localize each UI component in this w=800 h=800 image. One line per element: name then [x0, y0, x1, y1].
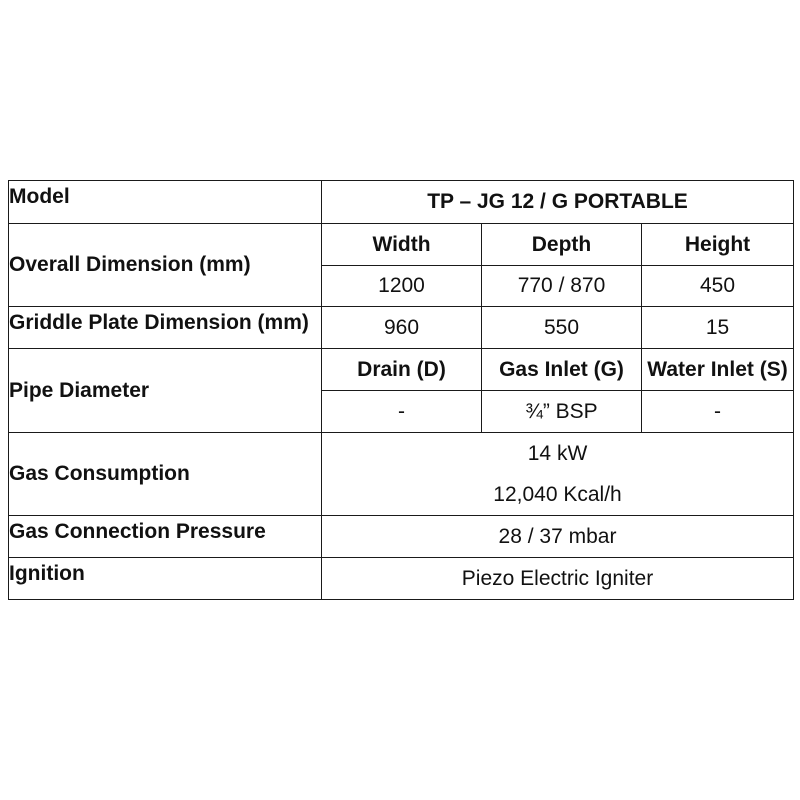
model-value: TP – JG 12 / G PORTABLE	[322, 181, 794, 224]
width-header: Width	[322, 224, 482, 266]
gas-consumption-kcal: 12,040 Kcal/h	[493, 483, 622, 506]
gas-consumption-label: Gas Consumption	[9, 433, 322, 516]
drain-value: -	[322, 391, 482, 433]
width-value: 1200	[322, 266, 482, 307]
row-overall-dimension-header	[9, 224, 794, 266]
spec-table	[8, 180, 794, 600]
row-gas-consumption	[9, 433, 794, 516]
griddle-height-value: 15	[642, 307, 794, 349]
griddle-depth-value: 550	[482, 307, 642, 349]
water-inlet-header: Water Inlet (S)	[642, 349, 794, 391]
gas-inlet-value: ¾” BSP	[482, 391, 642, 433]
griddle-plate-label: Griddle Plate Dimension (mm)	[9, 307, 322, 349]
row-griddle-plate	[9, 307, 794, 349]
water-inlet-value: -	[642, 391, 794, 433]
gas-consumption-value	[322, 433, 794, 516]
griddle-width-value: 960	[322, 307, 482, 349]
ignition-value: Piezo Electric Igniter	[322, 558, 794, 600]
gas-connection-pressure-value: 28 / 37 mbar	[322, 516, 794, 558]
row-ignition	[9, 558, 794, 600]
row-gas-connection-pressure	[9, 516, 794, 558]
ignition-label: Ignition	[9, 558, 322, 600]
height-value: 450	[642, 266, 794, 307]
row-model	[9, 181, 794, 224]
height-header: Height	[642, 224, 794, 266]
gas-consumption-kw: 14 kW	[527, 441, 588, 465]
depth-value: 770 / 870	[482, 266, 642, 307]
gas-connection-pressure-label: Gas Connection Pressure	[9, 516, 322, 558]
drain-header: Drain (D)	[322, 349, 482, 391]
overall-dimension-label: Overall Dimension (mm)	[9, 224, 322, 307]
model-label: Model	[9, 181, 322, 224]
depth-header: Depth	[482, 224, 642, 266]
pipe-diameter-label: Pipe Diameter	[9, 349, 322, 433]
gas-consumption-spacer	[322, 465, 793, 483]
gas-inlet-header: Gas Inlet (G)	[482, 349, 642, 391]
row-pipe-diameter-header	[9, 349, 794, 391]
